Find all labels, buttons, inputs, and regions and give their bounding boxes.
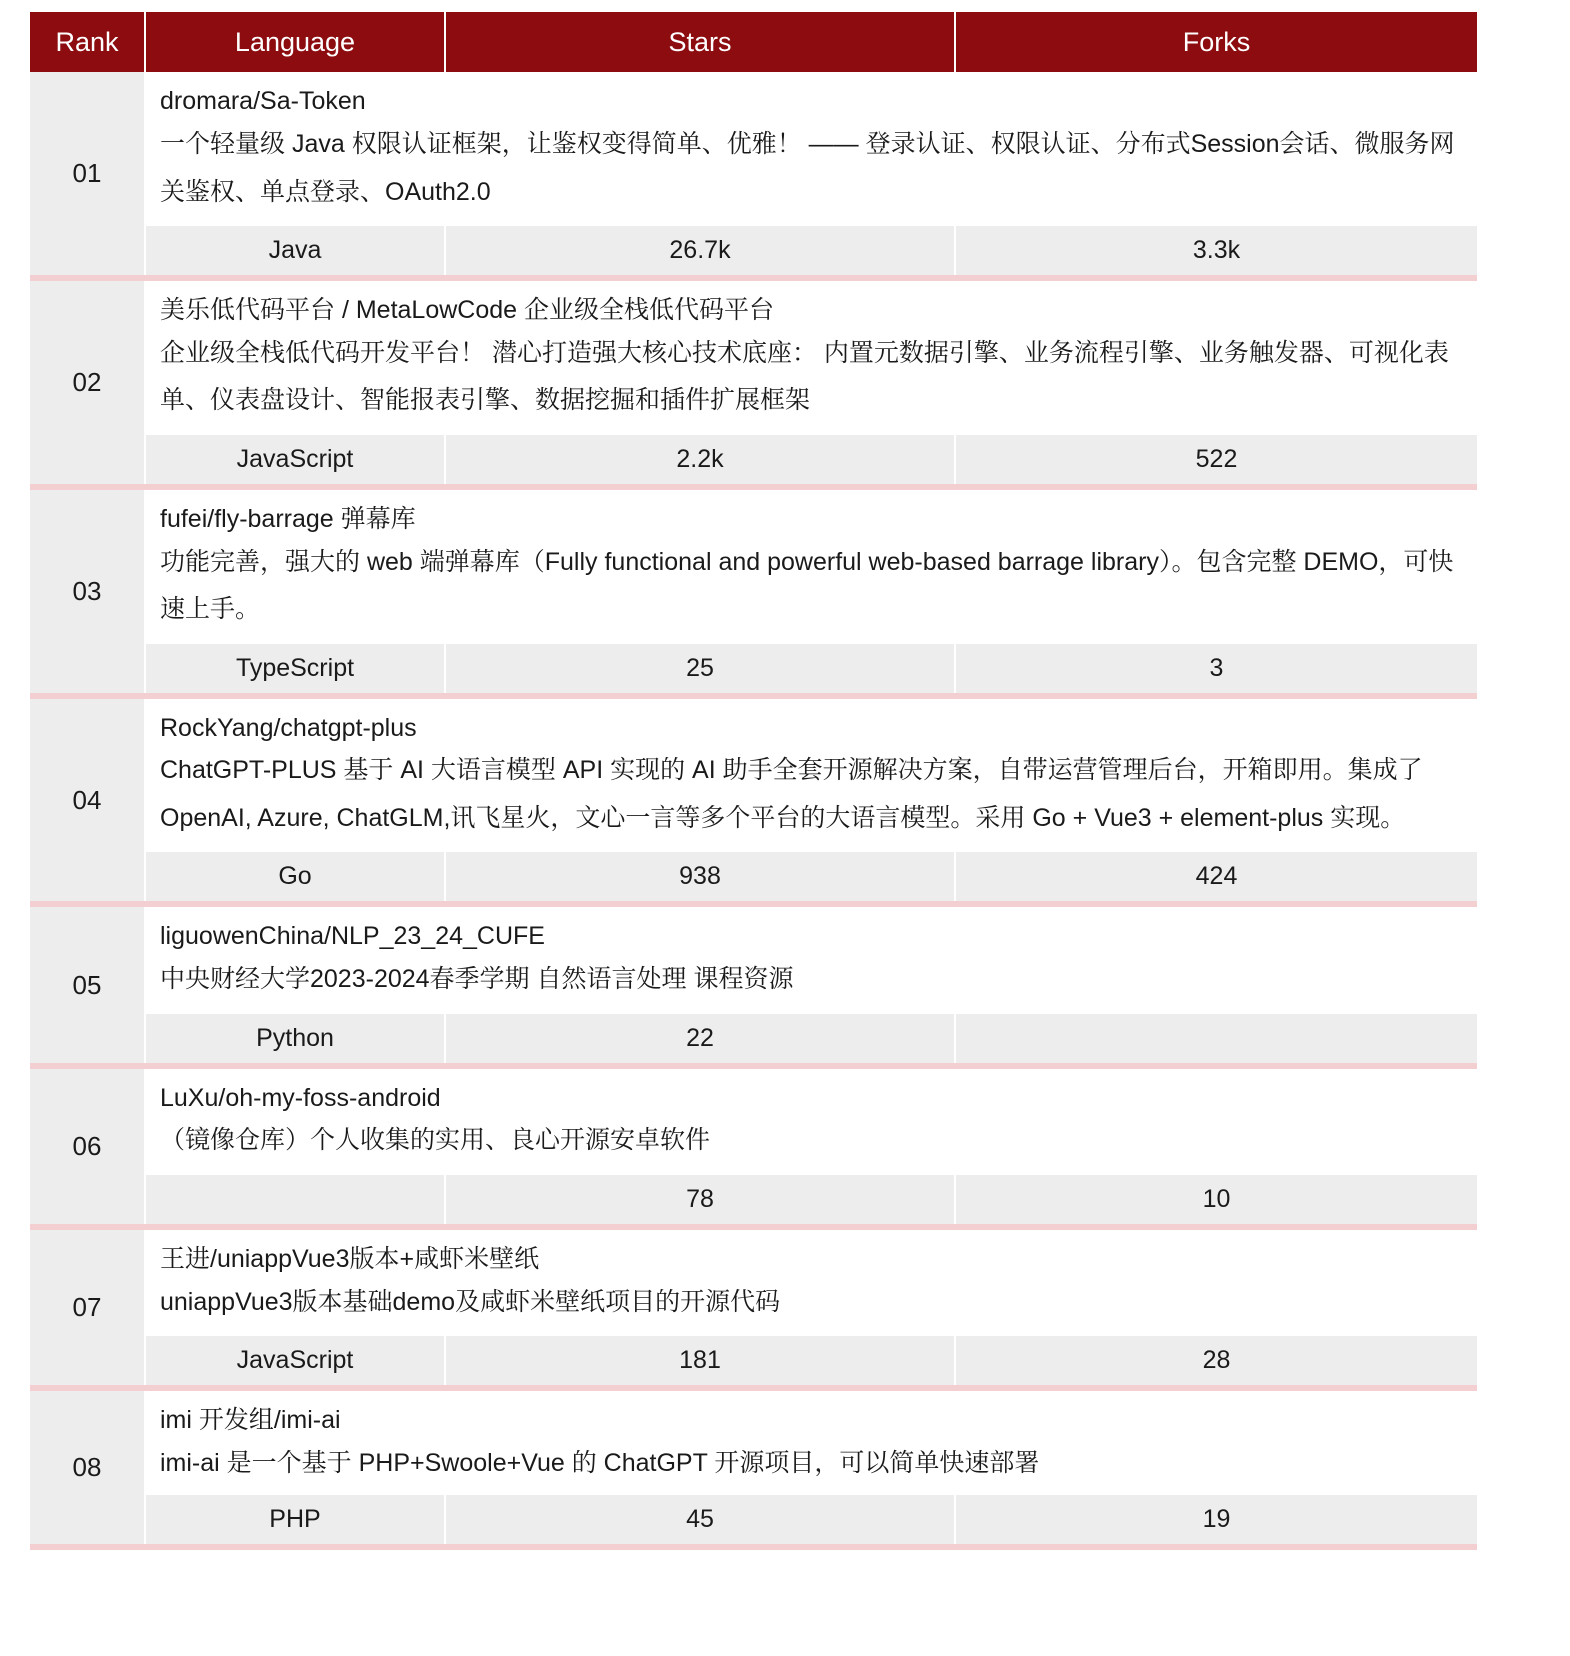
language-value: JavaScript — [145, 434, 445, 487]
stars-value: 78 — [445, 1174, 955, 1227]
repository-detail — [145, 696, 1477, 852]
table-row — [30, 278, 1477, 434]
language-value: JavaScript — [145, 1335, 445, 1388]
rank-value: 05 — [30, 904, 145, 1065]
repository-title[interactable]: LuXu/oh-my-foss-android — [160, 1083, 441, 1112]
repository-description: ChatGPT-PLUS 基于 AI 大语言模型 API 实现的 AI 助手全套开源解决方案，自带运营管理后台，开箱即用。集成了 OpenAI, Azure, ChatGLM,讯飞星火，文心一言等多个平台的大语言模型。采用 Go + Vue3 + element-plus 实现。 — [160, 756, 1430, 832]
table-row-stats — [30, 1013, 1477, 1066]
repository-description: 一个轻量级 Java 权限认证框架，让鉴权变得简单、优雅！ —— 登录认证、权限认证、分布式Session会话、微服务网关鉴权、单点登录、OAuth2.0 — [160, 130, 1455, 206]
rank-value: 07 — [30, 1227, 145, 1388]
repository-description: 中央财经大学2023-2024春季学期 自然语言处理 课程资源 — [160, 965, 794, 994]
repository-title[interactable]: imi 开发组/imi-ai — [160, 1406, 341, 1435]
repository-ranking-table — [30, 12, 1477, 1550]
table-row — [30, 487, 1477, 643]
repository-description: uniappVue3版本基础demo及咸虾米壁纸项目的开源代码 — [160, 1287, 781, 1316]
repository-title[interactable]: 王进/uniappVue3版本+咸虾米壁纸 — [160, 1244, 540, 1273]
repository-description: 企业级全栈低代码开发平台！ 潜心打造强大核心技术底座： 内置元数据引擎、业务流程引擎、业务触发器、可视化表单、仪表盘设计、智能报表引擎、数据挖掘和插件扩展框架 — [160, 338, 1449, 415]
rank-value: 02 — [30, 278, 145, 487]
table-row — [30, 904, 1477, 1012]
language-value: Go — [145, 851, 445, 904]
language-value: Java — [145, 225, 445, 278]
repository-description: 功能完善，强大的 web 端弹幕库（Fully functional and powerful web-based barrage library）。包含完整 DEMO，可快速上手。 — [160, 547, 1454, 624]
table-row-stats — [30, 851, 1477, 904]
repository-detail — [145, 904, 1477, 1012]
table-body — [30, 72, 1477, 1547]
rank-value: 06 — [30, 1066, 145, 1227]
column-header-rank: Rank — [30, 12, 145, 72]
ranking-table-container — [30, 0, 1507, 1550]
repository-detail — [145, 1388, 1477, 1495]
language-value: TypeScript — [145, 643, 445, 696]
forks-value: 19 — [955, 1495, 1477, 1547]
forks-value: 3 — [955, 643, 1477, 696]
forks-value — [955, 1013, 1477, 1066]
column-header-stars: Stars — [445, 12, 955, 72]
repository-title[interactable]: liguowenChina/NLP_23_24_CUFE — [160, 922, 545, 951]
column-header-language: Language — [145, 12, 445, 72]
forks-value: 10 — [955, 1174, 1477, 1227]
forks-value: 3.3k — [955, 225, 1477, 278]
table-row — [30, 1227, 1477, 1335]
table-row — [30, 696, 1477, 852]
stars-value: 22 — [445, 1013, 955, 1066]
table-row-stats — [30, 643, 1477, 696]
forks-value: 522 — [955, 434, 1477, 487]
table-header-row — [30, 12, 1477, 72]
table-row-stats — [30, 1495, 1477, 1547]
table-row-stats — [30, 434, 1477, 487]
repository-title[interactable]: RockYang/chatgpt-plus — [160, 713, 417, 742]
repository-detail — [145, 278, 1477, 434]
stars-value: 2.2k — [445, 434, 955, 487]
table-row — [30, 72, 1477, 225]
table-row — [30, 1388, 1477, 1495]
table-row-stats — [30, 1174, 1477, 1227]
rank-value: 03 — [30, 487, 145, 696]
repository-title[interactable]: dromara/Sa-Token — [160, 87, 366, 116]
stars-value: 25 — [445, 643, 955, 696]
repository-detail — [145, 1066, 1477, 1174]
stars-value: 45 — [445, 1495, 955, 1547]
table-row-stats — [30, 225, 1477, 278]
table-row — [30, 1066, 1477, 1174]
language-value — [145, 1174, 445, 1227]
rank-value: 01 — [30, 72, 145, 278]
repository-description: （镜像仓库）个人收集的实用、良心开源安卓软件 — [160, 1126, 711, 1155]
repository-description: imi-ai 是一个基于 PHP+Swoole+Vue 的 ChatGPT 开源项目，可以简单快速部署 — [160, 1448, 1040, 1477]
rank-value: 08 — [30, 1388, 145, 1547]
forks-value: 28 — [955, 1335, 1477, 1388]
rank-value: 04 — [30, 696, 145, 905]
forks-value: 424 — [955, 851, 1477, 904]
repository-detail — [145, 72, 1477, 225]
repository-title[interactable]: 美乐低代码平台 / MetaLowCode 企业级全栈低代码平台 — [160, 296, 774, 325]
stars-value: 26.7k — [445, 225, 955, 278]
stars-value: 181 — [445, 1335, 955, 1388]
column-header-forks: Forks — [955, 12, 1477, 72]
table-header — [30, 12, 1477, 72]
stars-value: 938 — [445, 851, 955, 904]
language-value: Python — [145, 1013, 445, 1066]
repository-detail — [145, 487, 1477, 643]
repository-title[interactable]: fufei/fly-barrage 弹幕库 — [160, 504, 416, 533]
language-value: PHP — [145, 1495, 445, 1547]
table-row-stats — [30, 1335, 1477, 1388]
repository-detail — [145, 1227, 1477, 1335]
